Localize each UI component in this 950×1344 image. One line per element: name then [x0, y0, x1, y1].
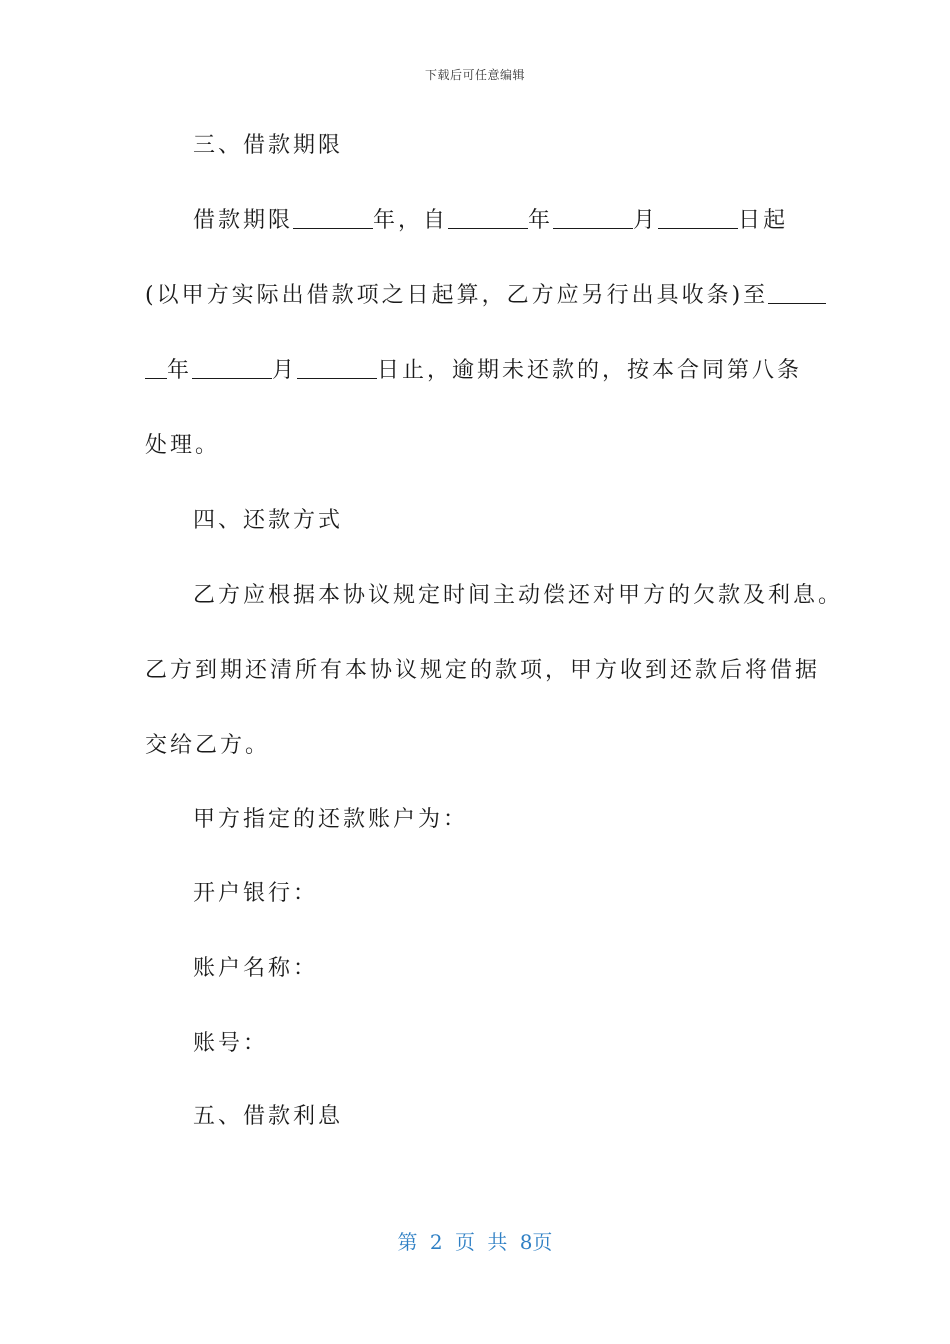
header-note: 下载后可任意编辑 — [424, 68, 525, 82]
blank-field — [293, 208, 373, 229]
term-text-1a: 借款期限 — [193, 208, 294, 233]
account-number-label: 账号： — [193, 1031, 269, 1056]
repay-line-2: 乙方到期还清所有本协议规定的款项，甲方收到还款后将借据 — [145, 658, 821, 683]
blank-field — [145, 358, 167, 379]
blank-field — [658, 208, 738, 229]
term-line-3 — [145, 356, 815, 386]
term-line-2 — [145, 281, 815, 311]
term-line-1 — [193, 206, 863, 236]
account-name-label: 账户名称： — [193, 956, 319, 981]
repay-line-1: 乙方应根据本协议规定时间主动偿还对甲方的欠款及利息。 — [193, 583, 844, 608]
blank-field — [768, 283, 826, 304]
term-text-3a: 年 — [167, 358, 193, 383]
term-text-1c: 年 — [528, 208, 554, 233]
repay-line-3: 交给乙方。 — [145, 733, 271, 758]
term-text-1e: 日起 — [738, 208, 789, 233]
term-text-2: (以甲方实际出借款项之日起算，乙方应另行出具收条)至 — [145, 283, 769, 308]
section-4-title: 四、还款方式 — [193, 508, 344, 533]
blank-field — [297, 358, 377, 379]
bank-label: 开户银行： — [193, 881, 319, 906]
blank-field — [192, 358, 272, 379]
term-text-3c: 日止，逾期未还款的，按本合同第八条 — [377, 358, 803, 383]
page-number-footer: 第 2 页 共 8页 — [397, 1230, 553, 1254]
term-line-4: 处理。 — [145, 433, 221, 458]
term-text-1d: 月 — [633, 208, 659, 233]
blank-field — [448, 208, 528, 229]
section-3-title: 三、借款期限 — [193, 133, 344, 158]
term-text-3b: 月 — [272, 358, 298, 383]
account-intro: 甲方指定的还款账户为： — [193, 807, 469, 832]
blank-field — [553, 208, 633, 229]
term-text-1b: 年，自 — [373, 208, 449, 233]
section-5-title: 五、借款利息 — [193, 1104, 344, 1129]
